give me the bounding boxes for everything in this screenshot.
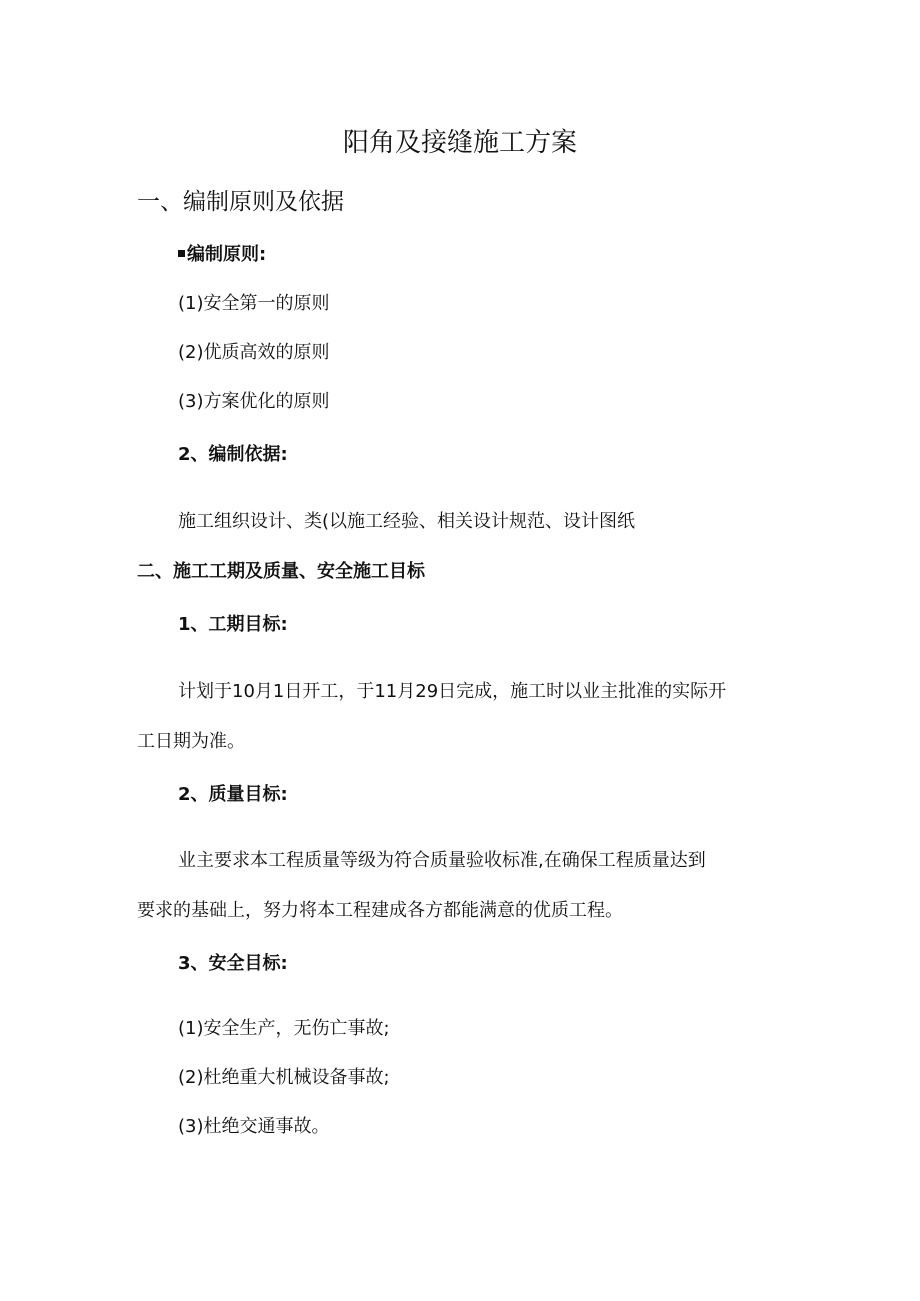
principles-heading-text: 编制原则: bbox=[187, 244, 267, 265]
document-title: 阳角及接缝施工方案 bbox=[342, 128, 577, 158]
principle-item-3: (3)方案优化的原则 bbox=[178, 391, 330, 412]
section2-heading: 二、施工工期及质量、安全施工目标 bbox=[137, 561, 425, 582]
quality-paragraph-line1: 业主要求本工程质量等级为符合质量验收标准,在确保工程质量达到 bbox=[178, 850, 706, 871]
schedule-heading: 1、工期目标: bbox=[178, 614, 288, 635]
square-bullet-icon bbox=[178, 250, 185, 257]
safety-item-2: (2)杜绝重大机械设备事故; bbox=[178, 1067, 390, 1088]
schedule-paragraph-line2: 工日期为准。 bbox=[137, 731, 245, 752]
principles-heading bbox=[178, 246, 266, 264]
section1-heading: 一、编制原则及依据 bbox=[137, 189, 344, 215]
safety-heading: 3、安全目标: bbox=[178, 953, 288, 974]
basis-text: 施工组织设计、类(以施工经验、相关设计规范、设计图纸 bbox=[178, 511, 636, 532]
safety-item-1: (1)安全生产，无伤亡事故; bbox=[178, 1018, 390, 1039]
principle-item-2: (2)优质高效的原则 bbox=[178, 342, 330, 363]
safety-item-3: (3)杜绝交通事故。 bbox=[178, 1116, 330, 1137]
basis-heading: 2、编制依据: bbox=[178, 444, 288, 465]
principle-item-1: (1)安全第一的原则 bbox=[178, 293, 330, 314]
schedule-paragraph-line1: 计划于10月1日开工，于11月29日完成，施工时以业主批准的实际开 bbox=[178, 681, 727, 702]
quality-heading: 2、质量目标: bbox=[178, 784, 288, 805]
quality-paragraph-line2: 要求的基础上，努力将本工程建成各方都能满意的优质工程。 bbox=[137, 900, 623, 921]
